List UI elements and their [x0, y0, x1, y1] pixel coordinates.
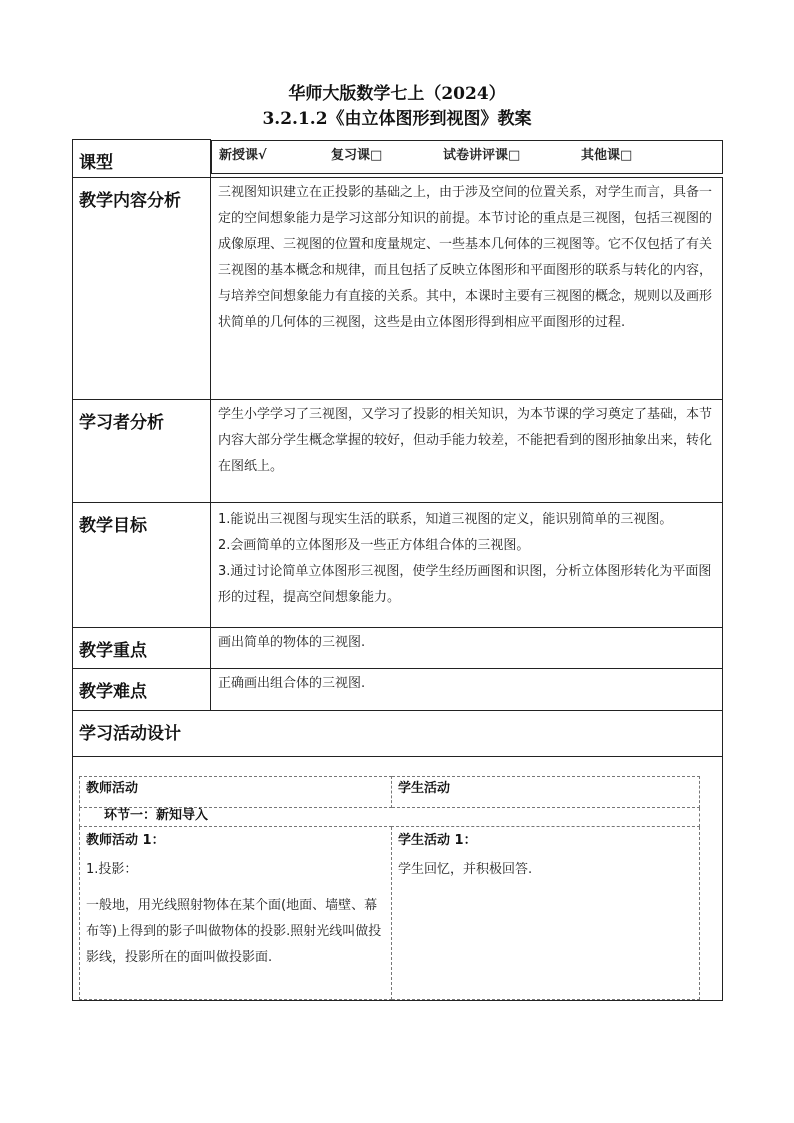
activity-design-row [73, 711, 723, 757]
student-activity-text: 学生回忆，并积极回答. [398, 862, 533, 877]
content-analysis-label: 教学内容分析 [73, 178, 211, 400]
key-points-text: 画出简单的物体的三视图. [211, 628, 723, 669]
key-points-row [73, 628, 723, 669]
lesson-plan-table [72, 139, 723, 1001]
lesson-type-exam-review: 试卷讲评课□ [443, 147, 521, 163]
objectives-list [211, 503, 723, 628]
teacher-activity-cell [80, 827, 392, 1000]
lesson-type-options [211, 140, 723, 174]
link-one-title: 环节一：新知导入 [80, 808, 700, 827]
activity-table-row [73, 757, 723, 1001]
difficulties-row [73, 669, 723, 711]
lesson-type-other: 其他课□ [581, 147, 633, 163]
key-points-label: 教学重点 [73, 628, 211, 669]
content-analysis-row [73, 178, 723, 400]
learner-analysis-text: 学生小学学习了三视图，又学习了投影的相关知识，为本节课的学习奠定了基础，本节内容大部分学生概念掌握的较好，但动手能力较差，不能把看到的图形抽象出来，转化在图纸上。 [211, 400, 723, 503]
teacher-activity-header: 教师活动 [80, 777, 392, 808]
learner-analysis-row [73, 400, 723, 503]
lesson-type-new: 新授课√ [219, 147, 267, 163]
student-activity-cell [392, 827, 700, 1000]
difficulties-text: 正确画出组合体的三视图. [211, 669, 723, 711]
lesson-type-review: 复习课□ [331, 147, 383, 163]
objective-item: 3.通过讨论简单立体图形三视图，使学生经历画图和识图，分析立体图形转化为平面图形的过程，提高空间想象能力。 [218, 564, 712, 605]
objective-item: 1.能说出三视图与现实生活的联系，知道三视图的定义，能识别简单的三视图。 [218, 512, 673, 527]
teacher-activity-text: 一般地，用光线照射物体在某个面(地面、墙壁、幕布等)上得到的影子叫做物体的投影.照射光线叫做投影线，投影所在的面叫做投影面. [86, 898, 382, 965]
activity-design-label: 学习活动设计 [73, 711, 723, 757]
teacher-activity-title: 教师活动 1： [86, 833, 165, 848]
lesson-type-row [73, 140, 723, 178]
objectives-row [73, 503, 723, 628]
activity-table-cell [73, 757, 723, 1001]
learner-analysis-label: 学习者分析 [73, 400, 211, 503]
document-title: 华师大版数学七上（2024） [288, 84, 506, 104]
content-analysis-text: 三视图知识建立在正投影的基础之上，由于涉及空间的位置关系，对学生而言，具备一定的空间想象能力是学习这部分知识的前提。本节讨论的重点是三视图，包括三视图的成像原理、三视图的位置和度量规定、一些基本几何体的三视图等。它不仅包括了有关三视图的基本概念和规律，而且包括了反映立体图形和平面图形的联系与转化的内容，与培养空间想象能力有直接的关系。其中，本课时主要有三视图的概念，规则以及画形状简单的几何体的三视图，这些是由立体图形得到相应平面图形的过程. [211, 178, 723, 400]
activity-table [79, 776, 700, 1000]
student-activity-title: 学生活动 1： [398, 833, 477, 848]
objectives-label: 教学目标 [73, 503, 211, 628]
objective-item: 2.会画简单的立体图形及一些正方体组合体的三视图。 [218, 538, 530, 553]
student-activity-header: 学生活动 [392, 777, 700, 808]
lesson-type-label: 课型 [73, 140, 211, 178]
document-subtitle: 3.2.1.2《由立体图形到视图》教案 [262, 109, 532, 129]
difficulties-label: 教学难点 [73, 669, 211, 711]
teacher-point-projection: 1.投影： [86, 862, 138, 877]
